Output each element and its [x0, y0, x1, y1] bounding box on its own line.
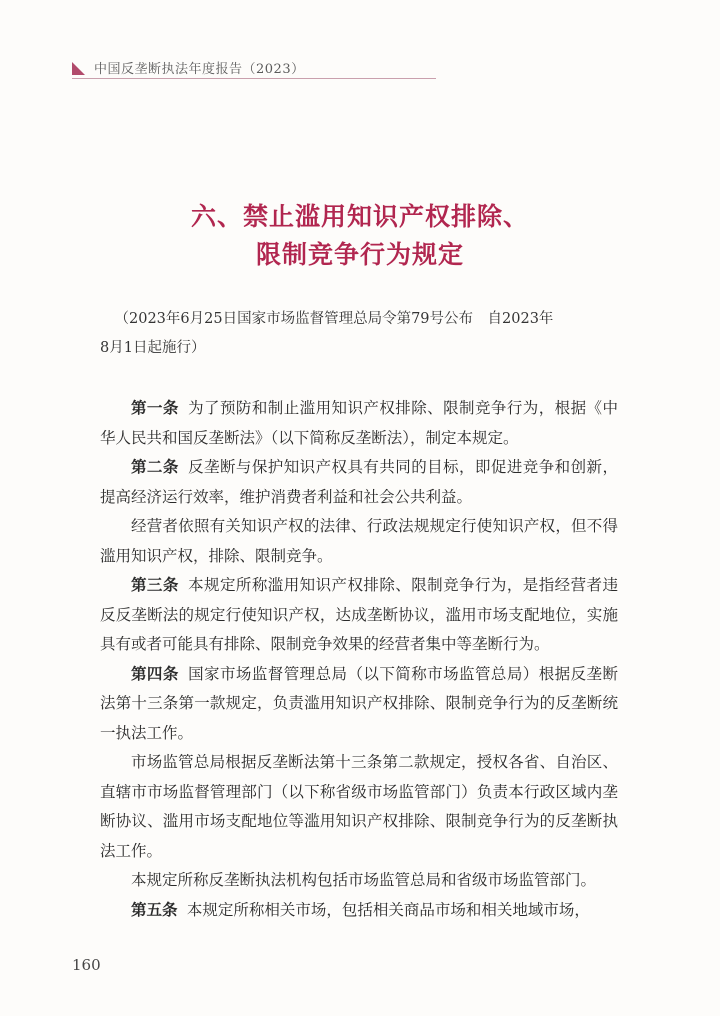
- header-triangle-icon: [72, 62, 85, 75]
- paragraph-text: 经营者依照有关知识产权的法律、行政法规规定行使知识产权，但不得滥用知识产权，排除、限制竞争。: [100, 517, 618, 565]
- paragraph: [100, 660, 618, 749]
- header-rule: [72, 78, 436, 79]
- running-header: [72, 58, 436, 80]
- paragraph-text: 为了预防和制止滥用知识产权排除、限制竞争行为，根据《中华人民共和国反垄断法》（以下简称反垄断法），制定本规定。: [100, 399, 618, 447]
- article-label: 第三条: [131, 576, 179, 594]
- paragraph: [100, 453, 618, 512]
- paragraph: [100, 866, 618, 896]
- paragraph: [100, 748, 618, 866]
- paragraph-text: 本规定所称滥用知识产权排除、限制竞争行为，是指经营者违反反垄断法的规定行使知识产权，达成垄断协议，滥用市场支配地位，实施具有或者可能具有排除、限制竞争效果的经营者集中等垄断行为。: [100, 576, 618, 653]
- page-number: 160: [72, 956, 101, 974]
- article-label: 第一条: [131, 399, 179, 417]
- paragraph: [100, 394, 618, 453]
- promulgation-note: [100, 305, 618, 363]
- paragraph-text: 反垄断与保护知识产权具有共同的目标，即促进竞争和创新，提高经济运行效率，维护消费者利益和社会公共利益。: [100, 458, 618, 506]
- paragraph: [100, 571, 618, 660]
- paragraph: [100, 896, 618, 926]
- paragraph: [100, 512, 618, 571]
- paragraph-text: 本规定所称反垄断执法机构包括市场监管总局和省级市场监管部门。: [131, 871, 597, 889]
- article-label: 第四条: [131, 664, 179, 683]
- paragraph-text: 市场监管总局根据反垄断法第十三条第二款规定，授权各省、自治区、直辖市市场监督管理部门（以下称省级市场监管部门）负责本行政区域内垄断协议、滥用市场支配地位等滥用知识产权排除、限制竞争行为的反垄断执法工作。: [100, 753, 618, 860]
- paragraph-text: 国家市场监督管理总局（以下简称市场监管总局）根据反垄断法第十三条第一款规定，负责滥用知识产权排除、限制竞争行为的反垄断统一执法工作。: [100, 664, 618, 742]
- section-title-line-1: 六、禁止滥用知识产权排除、: [190, 202, 529, 231]
- promulgation-note-line-2: 8月1日起施行）: [100, 340, 206, 356]
- article-label: 第二条: [131, 458, 179, 476]
- section-title: [0, 198, 720, 274]
- article-label: 第五条: [131, 900, 178, 919]
- running-title: 中国反垄断执法年度报告（2023）: [94, 62, 305, 77]
- regulation-body: [100, 394, 618, 925]
- promulgation-note-line-1: （2023年6月25日国家市场监督管理总局令第79号公布 自2023年: [114, 311, 554, 327]
- paragraph-text: 本规定所称相关市场，包括相关商品市场和相关地域市场，: [186, 900, 590, 919]
- section-title-line-2: 限制竞争行为规定: [255, 240, 464, 269]
